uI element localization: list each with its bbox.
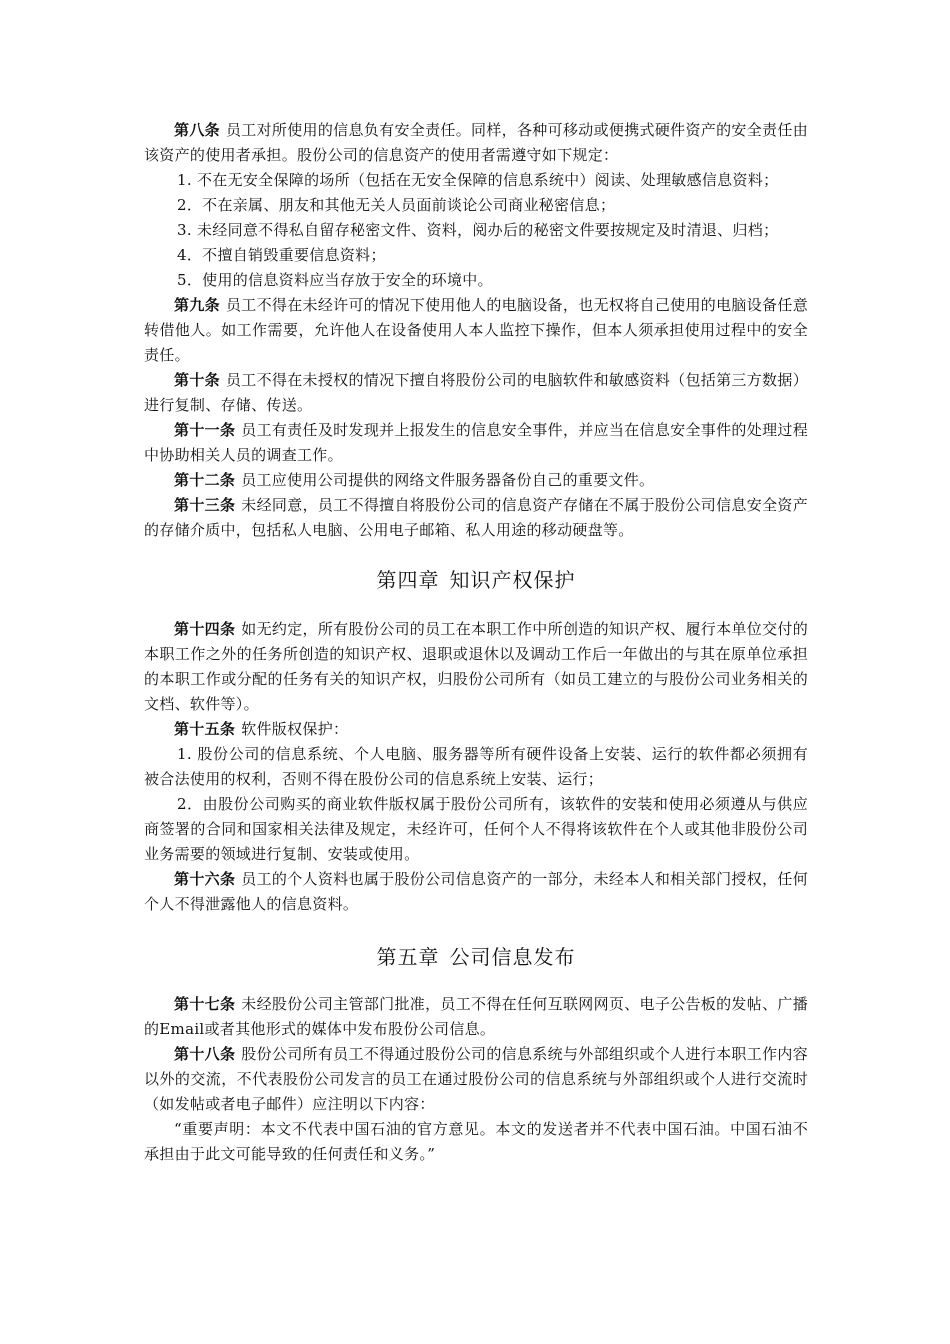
article-10	[144, 368, 808, 418]
chapter-number: 第五章	[376, 945, 440, 969]
article-text: 员工应使用公司提供的网络文件服务器备份自己的重要文件。	[241, 471, 655, 489]
section-info-security-duties	[144, 118, 808, 543]
article-label: 第十七条	[174, 995, 236, 1013]
section-info-publishing	[144, 992, 808, 1167]
list-item: 4．不擅自销毁重要信息资料；	[177, 246, 386, 264]
list-item: 3. 未经同意不得私自留存秘密文件、资料，阅办后的秘密文件要按规定及时清退、归档；	[177, 221, 779, 239]
article-label: 第十条	[174, 371, 220, 389]
article-text: 员工的个人资料也属于股份公司信息资产的一部分，未经本人和相关部门授权，任何个人不得泄露他人的信息资料。	[144, 870, 809, 913]
article-text: 员工有责任及时发现并上报发生的信息安全事件，并应当在信息安全事件的处理过程中协助相关人员的调查工作。	[144, 421, 809, 464]
article-text: 员工不得在未经许可的情况下使用他人的电脑设备，也无权将自己使用的电脑设备任意转借他人。如工作需要，允许他人在设备使用人本人监控下操作，但本人须承担使用过程中的安全责任。	[144, 296, 808, 364]
article-label: 第十三条	[174, 496, 236, 514]
article-label: 第十五条	[174, 720, 236, 738]
article-text: 员工对所使用的信息负有安全责任。同样，各种可移动或便携式硬件资产的安全责任由该资产的使用者承担。股份公司的信息资产的使用者需遵守如下规定：	[144, 121, 808, 164]
article-label: 第十四条	[174, 620, 236, 638]
article-13	[144, 493, 808, 543]
article-label: 第八条	[174, 121, 220, 139]
article-16	[144, 867, 808, 917]
article-text: 员工不得在未授权的情况下擅自将股份公司的电脑软件和敏感资料（包括第三方数据）进行复制、存储、传送。	[144, 371, 808, 414]
chapter-title: 公司信息发布	[449, 945, 576, 969]
article-label: 第九条	[174, 296, 220, 314]
list-item: 1. 股份公司的信息系统、个人电脑、服务器等所有硬件设备上安装、运行的软件都必须拥有被合法使用的权利，否则不得在股份公司的信息系统上安装、运行；	[144, 745, 808, 788]
article-text: 未经股份公司主管部门批准，员工不得在任何互联网网页、电子公告板的发帖、广播的Email或者其他形式的媒体中发布股份公司信息。	[144, 995, 809, 1038]
list-item: 2．由股份公司购买的商业软件版权属于股份公司所有，该软件的安装和使用必须遵从与供应商签署的合同和国家相关法律及规定，未经许可，任何个人不得将该软件在个人或其他非股份公司业务需要的领域进行复制、安装或使用。	[144, 795, 808, 863]
article-label: 第十八条	[174, 1045, 236, 1063]
article-text: 股份公司所有员工不得通过股份公司的信息系统与外部组织或个人进行本职工作内容以外的交流，不代表股份公司发言的员工在通过股份公司的信息系统与外部组织或个人进行交流时（如发帖或者电子邮件）应注明以下内容：	[144, 1045, 809, 1113]
article-18	[144, 1042, 808, 1117]
section-intellectual-property	[144, 617, 808, 917]
article-text: 未经同意，员工不得擅自将股份公司的信息资产存储在不属于股份公司信息安全资产的存储介质中，包括私人电脑、公用电子邮箱、私人用途的移动硬盘等。	[144, 496, 809, 539]
article-15	[144, 717, 808, 742]
list-item: 1. 不在无安全保障的场所（包括在无安全保障的信息系统中）阅读、处理敏感信息资料；	[177, 171, 779, 189]
article-17	[144, 992, 808, 1042]
article-label: 第十一条	[174, 421, 236, 439]
document-page	[144, 118, 808, 1167]
list-item: 2．不在亲属、朋友和其他无关人员面前谈论公司商业秘密信息；	[177, 196, 616, 214]
article-12	[144, 468, 808, 493]
article-8	[144, 118, 808, 168]
article-label: 第十六条	[174, 870, 236, 888]
disclaimer-quote: “重要声明：本文不代表中国石油的官方意见。本文的发送者并不代表中国石油。中国石油不承担由于此文可能导致的任何责任和义务。”	[144, 1120, 808, 1163]
list-item: 5．使用的信息资料应当存放于安全的环境中。	[177, 271, 493, 289]
article-9	[144, 293, 808, 368]
article-14	[144, 617, 808, 717]
article-text: 如无约定，所有股份公司的员工在本职工作中所创造的知识产权、履行本单位交付的本职工作之外的任务所创造的知识产权、退职或退休以及调动工作后一年做出的与其在原单位承担的本职工作或分配的任务有关的知识产权，归股份公司所有（如员工建立的与股份公司业务相关的文档、软件等）。	[144, 620, 809, 713]
chapter-number: 第四章	[376, 568, 440, 592]
article-label: 第十二条	[174, 471, 236, 489]
chapter-title: 知识产权保护	[449, 568, 576, 592]
chapter-heading	[144, 564, 808, 593]
chapter-heading	[144, 941, 808, 970]
article-11	[144, 418, 808, 468]
article-text: 软件版权保护：	[241, 720, 349, 738]
